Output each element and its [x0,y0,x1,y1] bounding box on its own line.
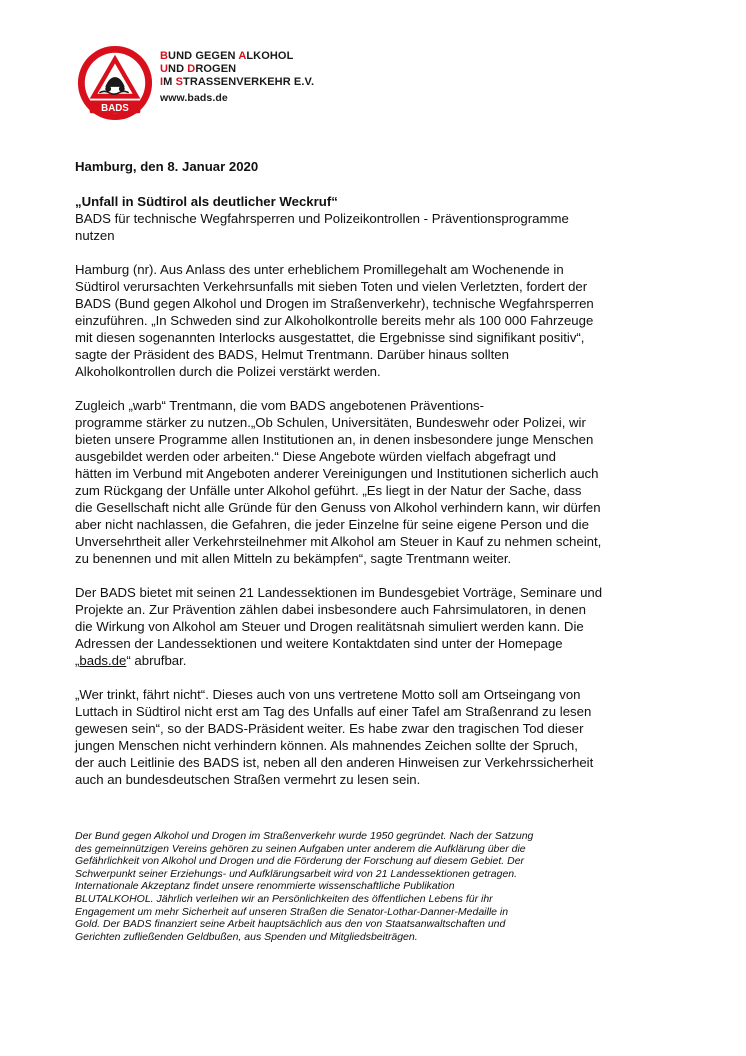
org-line-3: IM STRASSENVERKEHR E.V. [160,76,315,88]
paragraph-1: Hamburg (nr). Aus Anlass des unter erheblichem Promillegehalt am Wochenende in Südtirol verursachten Verkehrsunfalls mit sieben Toten und vielen Verletzten, fordert der BADS (Bund gegen Alkohol und Drogen im Straßenverkehr), technische Wegfahrsperren einzuführen. „In Schweden sind zur Alkoholkontrolle bereits mehr als 100 000 Fahrzeuge mit diesen sogenannten Interlocks ausgestattet, die Ergebnisse sind signifikant positiv“, sagte der Präsident des BADS, Helmut Trentmann. Darüber hinaus sollten Alkoholkontrollen durch die Polizei verstärkt werden. [75,262,594,379]
bads-homepage-link[interactable]: bads.de [79,653,127,668]
website-link[interactable]: www.bads.de [160,92,228,104]
logo-text: BADS [101,102,129,114]
dateline: Hamburg, den 8. Januar 2020 [75,159,259,174]
paragraph-3: Der BADS bietet mit seinen 21 Landessektionen im Bundesgebiet Vorträge, Seminare und Projekte an. Zur Prävention zählen dabei insbesondere auch Fahrsimulatoren, in denen die Wirkung von Alkohol am Steuer und Drogen realitätsnah simuliert werden kann. Die Adressen der Landessektionen und weitere Kontaktdaten sind unter der Homepage „bads.de“ abrufbar. [75,585,603,668]
subheadline: BADS für technische Wegfahrsperren und Polizeikontrollen - Präventionsprogramme nutzen [75,211,569,243]
paragraph-2: Zugleich „warb“ Trentmann, die vom BADS angebotenen Präventions- programme stärker zu nutzen.„Ob Schulen, Universitäten, Bundeswehr oder Polizei, wir bieten unsere Programme allen Institutionen an, in denen insbesondere junge Menschen ausgebildet werden oder arbeiten.“ Diese Angebote würden vielfach abgefragt und hätten im Verbund mit Angeboten anderer Vereinigungen und Institutionen sicherlich auch zum Rückgang der Unfälle unter Alkohol geführt. „Es liegt in der Natur der Sache, dass die Gesellschaft nicht alle Gründe für den Genuss von Alkohol verhindern kann, wir dürfen aber nicht nachlassen, die Gefahren, die jeder Einzelne für seine eigene Person und die Unversehrtheit aller Verkehrsteilnehmer mit Alkohol am Steuer in Kauf zu nehmen scheint, zu benennen und mit allen Mitteln zu bekämpfen“, sagte Trentmann weiter. [75,398,602,566]
headline: „Unfall in Südtirol als deutlicher Weckruf“ [75,194,338,209]
organization-name [160,50,314,105]
org-line-2: UND DROGEN [160,63,237,75]
bads-logo [76,44,154,122]
organization-boilerplate: Der Bund gegen Alkohol und Drogen im Straßenverkehr wurde 1950 gegründet. Nach der Satzung des gemeinnützigen Vereins gehören zu seinen Aufgaben unter anderem die Aufklärung über die Gefährlichkeit von Alkohol und Drogen und die Förderung der Forschung auf diesem Gebiet. Der Schwerpunkt seiner Erziehungs- und Aufklärungsarbeit wird von 21 Landessektionen getragen. Internationale Akzeptanz findet unsere renommierte wissenschaftliche Publikation BLUTALKOHOL. Jährlich verleihen wir an Persönlichkeiten des öffentlichen Lebens für ihr Engagement um mehr Sicherheit auf unseren Straßen die Senator-Lothar-Danner-Medaille in Gold. Der BADS finanziert seine Arbeit hauptsächlich aus den von Staatsanwaltschaften und Gerichten zufließenden Geldbußen, aus Spenden und Mitgliedsbeiträgen. [75,830,534,943]
org-line-1: BUND GEGEN ALKOHOL [160,50,294,62]
article-body [75,158,685,805]
paragraph-4: „Wer trinkt, fährt nicht“. Dieses auch von uns vertretene Motto soll am Ortseingang von Luttach in Südtirol nicht erst am Tag des Unfalls auf einer Tafel am Straßenrand zu lesen gewesen sein“, so der BADS-Präsident weiter. Es habe zwar den tragischen Tod dieser jungen Menschen nicht verhindern können. Als mahnendes Zeichen sollte der Spruch, der auch Leitlinie des BADS ist, neben all den anderen Hinweisen zur Verkehrssicherheit auch an bundesdeutschen Straßen vermehrt zu lesen sein. [75,687,594,787]
